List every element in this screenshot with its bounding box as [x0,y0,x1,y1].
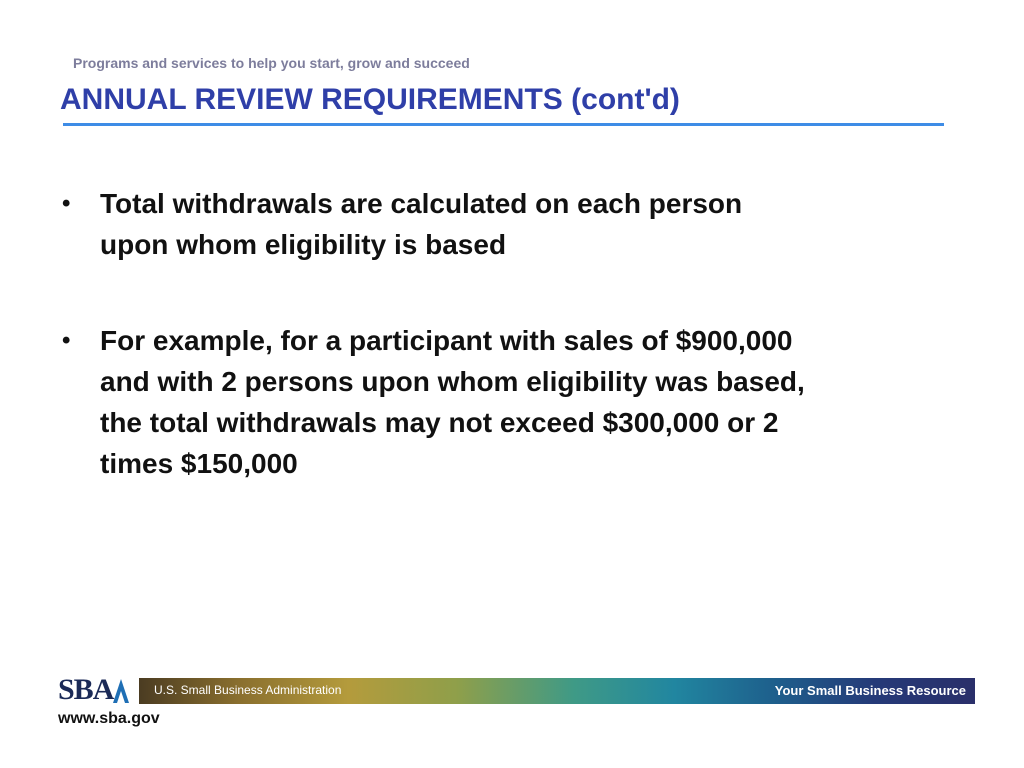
footer-slogan: Your Small Business Resource [774,683,966,698]
title-underline [63,123,944,126]
website-link[interactable]: www.sba.gov [58,710,160,727]
bullet-list [62,183,962,539]
sba-logo-icon [111,677,131,703]
bullet-dot-icon: • [62,190,71,217]
bullet-line: For example, for a participant with sales of $900,000 [100,325,793,356]
footer-bar [139,678,975,704]
bullet-line: the total withdrawals may not exceed $300,000 or 2 [100,407,779,438]
sba-logo [58,675,131,705]
bullet-line: times $150,000 [100,448,298,479]
slide-title: ANNUAL REVIEW REQUIREMENTS (cont'd) [60,83,680,116]
bullet-line: and with 2 persons upon whom eligibility was based, [100,366,805,397]
bullet-line: upon whom eligibility is based [100,229,507,260]
bullet-item [62,320,962,484]
bullet-item [62,183,962,265]
bullet-line: Total withdrawals are calculated on each person [100,188,743,219]
sba-logo-text: SBA [58,673,114,706]
agency-name: U.S. Small Business Administration [154,683,342,697]
bullet-dot-icon: • [62,327,71,354]
header-tagline: Programs and services to help you start, grow and succeed [73,55,470,71]
